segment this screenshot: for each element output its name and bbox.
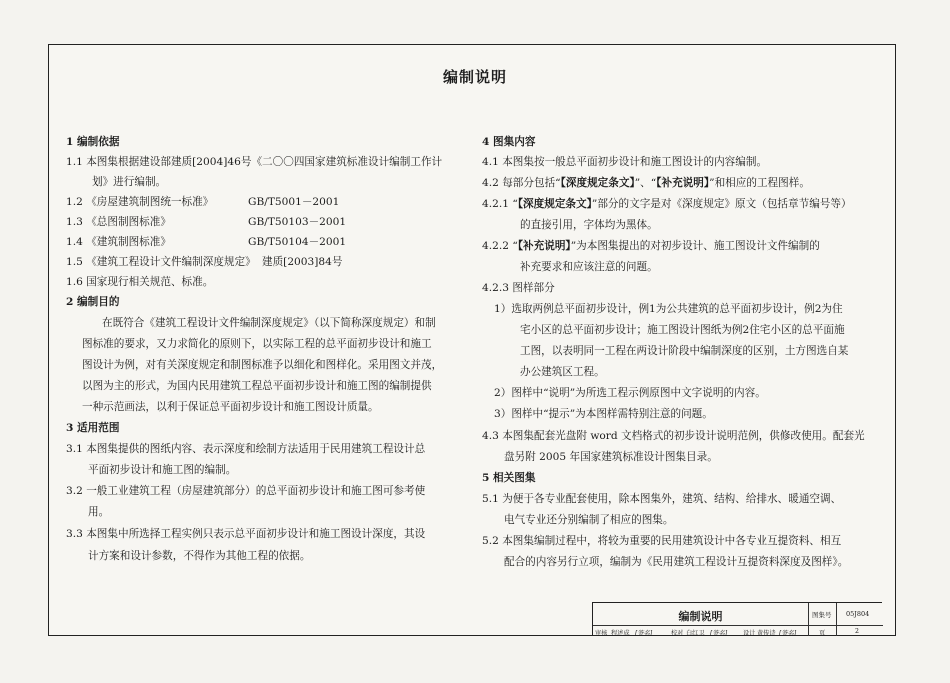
checker-name: 白红卫: [686, 629, 705, 637]
designer-name: 黄传诗: [757, 629, 776, 637]
reviewer-name: 程述成: [611, 629, 630, 637]
bold-term: 【补充说明】: [656, 177, 710, 189]
cell-divider: [808, 603, 809, 636]
text-fragment: ”和相应的工程图样。: [709, 177, 810, 189]
standard-name: 1.3 《总图制图标准》: [66, 216, 171, 228]
check-label: 校对: [671, 629, 684, 637]
standard-name: 1.2 《房屋建筑制图统一标准》: [66, 196, 214, 208]
section-heading: 3 适用范围: [66, 422, 120, 434]
reviewer-signature: [签名]: [635, 629, 653, 637]
text-line: 1.6 国家现行相关规范、标准。: [66, 276, 214, 288]
section-heading: 4 图集内容: [482, 136, 536, 148]
text-line: [482, 196, 852, 211]
text-line: [482, 175, 810, 190]
section-heading: 1 编制依据: [66, 136, 120, 148]
text-line: 4.3 本图集配套光盘附 word 文档格式的初步设计说明范例，供修改使用。配套光: [482, 430, 865, 442]
standard-line: [66, 214, 346, 229]
standard-code: GB/T5001－2001: [248, 196, 340, 208]
page-number: 2: [855, 627, 859, 635]
text-line: 的直接引用，字体均为黑体。: [520, 219, 658, 231]
checker-signature: [签名]: [710, 629, 728, 637]
text-line: 4.2.3 图样部分: [482, 282, 555, 294]
standard-code: GB/T50103－2001: [248, 216, 347, 228]
standard-name: 1.5 《建筑工程设计文件编制深度规定》: [66, 256, 256, 268]
text-fragment: 4.2.2 “: [482, 240, 518, 252]
text-line: 3.2 一般工业建筑工程（房屋建筑部分）的总平面初步设计和施工图可参考使: [66, 485, 426, 497]
text-line: [482, 238, 820, 253]
review-label: 审核: [595, 629, 608, 637]
text-line: 用。: [88, 506, 110, 518]
text-line: 划》进行编制。: [92, 176, 167, 188]
section-heading: 5 相关图集: [482, 472, 536, 484]
page-title: 编制说明: [442, 68, 507, 86]
standard-code: GB/T50104－2001: [248, 236, 347, 248]
text-line: 图标准的要求，又力求简化的原则下，以实际工程的总平面初步设计和施工: [82, 338, 432, 350]
bold-term: 【深度规定条文】: [517, 198, 592, 210]
text-line: 4.1 本图集按一般总平面初步设计和施工图设计的内容编制。: [482, 156, 768, 168]
text-line: 1.1 本图集根据建设部建质[2004]46号《二〇〇四国家建筑标准设计编制工作计: [66, 156, 443, 168]
standard-line: [66, 254, 343, 269]
cell-divider: [836, 603, 837, 636]
text-line: 2）图样中“说明”为所选工程示例原图中文字说明的内容。: [494, 387, 766, 399]
bold-term: 【深度规定条文】: [560, 177, 635, 189]
text-line: 1）选取两例总平面初步设计，例1为公共建筑的总平面初步设计，例2为住: [494, 303, 843, 315]
text-line: 工图，以表明同一工程在两设计阶段中编制深度的区别，土方图选自某: [520, 345, 849, 357]
standard-code: 建质[2003]84号: [262, 256, 343, 268]
text-line: 计方案和设计参数，不得作为其他工程的依据。: [88, 550, 311, 562]
designer-signature: [签名]: [779, 629, 797, 637]
text-line: 3.3 本图集中所选择工程实例只表示总平面初步设计和施工图设计深度，其设: [66, 528, 426, 540]
bold-term: 【补充说明】: [517, 240, 571, 252]
text-line: 电气专业还分别编制了相应的图集。: [504, 514, 674, 526]
text-line: 5.2 本图集编制过程中，将较为重要的民用建筑设计中各专业互提资料、相互: [482, 535, 842, 547]
text-line: 3）图样中“提示”为本图样需特别注意的问题。: [494, 408, 713, 420]
page-label: 页: [819, 629, 826, 637]
text-fragment: ”、“: [634, 177, 657, 189]
standard-line: [66, 234, 346, 249]
text-fragment: 4.2.1 “: [482, 198, 518, 210]
text-line: 在既符合《建筑工程设计文件编制深度规定》（以下简称深度规定）和制: [102, 317, 436, 329]
standard-name: 1.4 《建筑制图标准》: [66, 236, 171, 248]
row-divider: [593, 625, 883, 626]
atlas-number: 05J804: [846, 610, 870, 618]
text-fragment: ”部分的文字是对《深度规定》原文（包括章节编号等）: [591, 198, 852, 210]
text-fragment: ”为本图集提出的对初步设计、施工图设计文件编制的: [570, 240, 820, 252]
text-line: 补充要求和应该注意的问题。: [520, 261, 658, 273]
text-line: 宅小区的总平面初步设计；施工图设计图纸为例2住宅小区的总平面施: [520, 324, 845, 336]
text-line: 以图为主的形式，为国内民用建筑工程总平面初步设计和施工图的编制提供: [82, 380, 432, 392]
text-line: 图设计为例，对有关深度规定和制图标准予以细化和图样化。采用图文并茂，: [82, 359, 443, 371]
sheet-title: 编制说明: [678, 610, 723, 623]
text-line: 平面初步设计和施工图的编制。: [88, 464, 237, 476]
design-label: 设计: [743, 629, 756, 637]
standard-line: [66, 194, 339, 209]
title-block: [592, 602, 882, 635]
atlas-number-label: 图集号: [812, 611, 832, 619]
text-line: 5.1 为便于各专业配套使用，除本图集外，建筑、结构、给排水、暖通空调、: [482, 493, 842, 505]
section-heading: 2 编制目的: [66, 296, 120, 308]
text-line: 盘另附 2005 年国家建筑标准设计图集目录。: [504, 451, 718, 463]
text-fragment: 4.2 每部分包括“: [482, 177, 561, 189]
text-line: 办公建筑区工程。: [520, 366, 605, 378]
text-line: 3.1 本图集提供的图纸内容、表示深度和绘制方法适用于民用建筑工程设计总: [66, 443, 426, 455]
text-line: 一种示范画法，以利于保证总平面初步设计和施工图设计质量。: [82, 401, 379, 413]
text-line: 配合的内容另行立项，编制为《民用建筑工程设计互提资料深度及图样》。: [504, 556, 849, 568]
